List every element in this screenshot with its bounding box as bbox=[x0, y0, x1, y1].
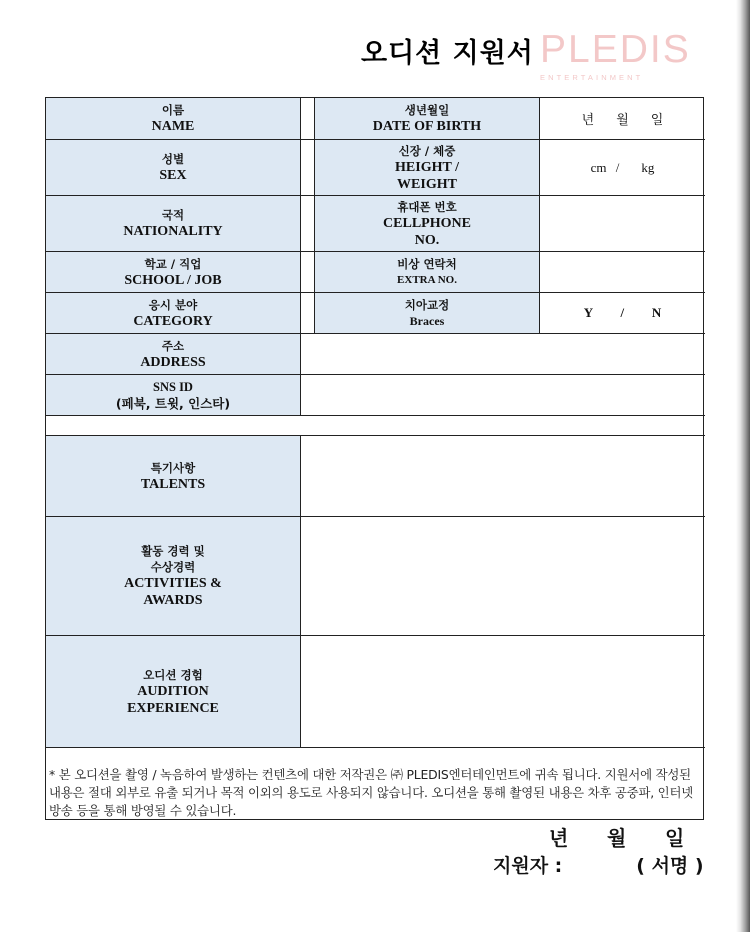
sex-label-cell bbox=[46, 140, 301, 196]
braces-yes-no: Y / N bbox=[583, 305, 662, 320]
address-label-cell bbox=[46, 334, 301, 375]
cellphone-label-ko: 휴대폰 번호 bbox=[397, 199, 457, 214]
audition-label-en-2: EXPERIENCE bbox=[127, 700, 219, 716]
category-label-en: CATEGORY bbox=[133, 313, 213, 329]
category-input[interactable] bbox=[301, 293, 315, 334]
nationality-label-en: NATIONALITY bbox=[123, 224, 223, 239]
audition-label-en-1: AUDITION bbox=[137, 683, 209, 699]
braces-label-en: Braces bbox=[409, 313, 445, 328]
name-label-cell bbox=[46, 98, 301, 140]
extra-input[interactable] bbox=[540, 252, 705, 293]
school-label-en: SCHOOL / JOB bbox=[124, 272, 222, 288]
braces-label-ko: 치아교정 bbox=[404, 297, 450, 312]
name-label-ko: 이름 bbox=[161, 103, 185, 117]
extra-label-en: EXTRA NO. bbox=[397, 273, 457, 286]
date-month-unit: 월 bbox=[607, 826, 627, 850]
activities-label-ko-1: 활동 경력 및 bbox=[141, 544, 205, 558]
talents-label-ko: 특기사항 bbox=[150, 460, 196, 475]
birth-input[interactable] bbox=[540, 98, 705, 140]
sex-input[interactable] bbox=[301, 140, 315, 196]
activities-label-en-1: ACTIVITIES & bbox=[124, 576, 222, 591]
cellphone-label-cell bbox=[315, 196, 540, 252]
date-year-unit: 년 bbox=[549, 826, 569, 850]
copyright-notice: * 본 오디션을 촬영 / 녹음하여 발생하는 컨텐츠에 대한 저작권은 ㈜ PLEDIS엔터테인먼트에 귀속 됩니다. 지원서에 작성된 내용은 절대 외부로 유출 되거나 목적 이외의 용도로 사용되지 않습니다. 오디션을 통해 촬영된 내용은 차후 공중파, 인터넷 방송 등을 통해 방영될 수 있습니다. bbox=[49, 767, 693, 818]
applicant-label: 지원자 : bbox=[493, 855, 563, 877]
signature-date bbox=[549, 822, 684, 851]
sns-label-en: SNS ID bbox=[153, 379, 193, 394]
application-form bbox=[45, 97, 704, 820]
braces-label-cell bbox=[315, 293, 540, 334]
birth-year-unit: 년 bbox=[581, 112, 595, 127]
page-title: 오디션 지원서 bbox=[361, 38, 534, 69]
page-edge-shadow bbox=[736, 0, 750, 932]
nationality-label-ko: 국적 bbox=[161, 208, 185, 222]
address-label-ko: 주소 bbox=[161, 338, 185, 353]
birth-label-en: DATE OF BIRTH bbox=[372, 119, 482, 134]
spacer-row bbox=[46, 416, 705, 436]
school-input[interactable] bbox=[301, 252, 315, 293]
braces-input[interactable] bbox=[540, 293, 705, 334]
audition-label-cell bbox=[46, 636, 301, 748]
height-label-cell bbox=[315, 140, 540, 196]
logo-subtitle: ENTERTAINMENT bbox=[540, 73, 644, 82]
height-unit: cm / bbox=[590, 159, 620, 175]
birth-month-unit: 월 bbox=[616, 112, 629, 127]
category-label-ko: 응시 분야 bbox=[148, 297, 198, 312]
audition-input[interactable] bbox=[301, 636, 705, 748]
activities-label-en-2: AWARDS bbox=[143, 593, 203, 608]
talents-label-cell bbox=[46, 436, 301, 517]
extra-label-cell bbox=[315, 252, 540, 293]
name-label-en: NAME bbox=[151, 119, 195, 134]
height-label-ko: 신장 / 체중 bbox=[398, 143, 456, 158]
nationality-input[interactable] bbox=[301, 196, 315, 252]
sex-label-en: SEX bbox=[159, 168, 187, 183]
sns-label-cell bbox=[46, 375, 301, 416]
talents-label-en: TALENTS bbox=[140, 476, 206, 492]
cellphone-input[interactable] bbox=[540, 196, 705, 252]
school-label-ko: 학교 / 직업 bbox=[144, 256, 202, 271]
activities-label-cell bbox=[46, 517, 301, 636]
address-input[interactable] bbox=[301, 334, 705, 375]
date-day-unit: 일 bbox=[665, 826, 685, 850]
address-label-en: ADDRESS bbox=[140, 354, 206, 370]
talents-input[interactable] bbox=[301, 436, 705, 517]
school-label-cell bbox=[46, 252, 301, 293]
name-input[interactable] bbox=[301, 98, 315, 140]
pledis-logo bbox=[540, 28, 691, 88]
logo-wordmark: PLEDIS bbox=[540, 28, 691, 71]
height-weight-input[interactable] bbox=[540, 140, 705, 196]
birth-label-ko: 생년월일 bbox=[404, 103, 450, 117]
birth-label-cell bbox=[315, 98, 540, 140]
cellphone-label-en: CELLPHONE NO. bbox=[383, 215, 471, 248]
birth-day-unit: 일 bbox=[650, 112, 664, 127]
applicant-signature-line[interactable] bbox=[493, 851, 704, 878]
sex-label-ko: 성별 bbox=[161, 152, 185, 166]
weight-unit: kg bbox=[641, 159, 655, 175]
height-label-en: HEIGHT / WEIGHT bbox=[395, 159, 459, 192]
audition-label-ko: 오디션 경험 bbox=[143, 667, 203, 682]
nationality-label-cell bbox=[46, 196, 301, 252]
extra-label-ko: 비상 연락처 bbox=[397, 256, 457, 271]
activities-label-ko-2: 수상경력 bbox=[150, 560, 196, 574]
sns-label-ko: (페북, 트윗, 인스타) bbox=[115, 395, 231, 411]
signature-label: ( 서명 ) bbox=[636, 855, 704, 877]
sns-input[interactable] bbox=[301, 375, 705, 416]
activities-input[interactable] bbox=[301, 517, 705, 636]
category-label-cell bbox=[46, 293, 301, 334]
